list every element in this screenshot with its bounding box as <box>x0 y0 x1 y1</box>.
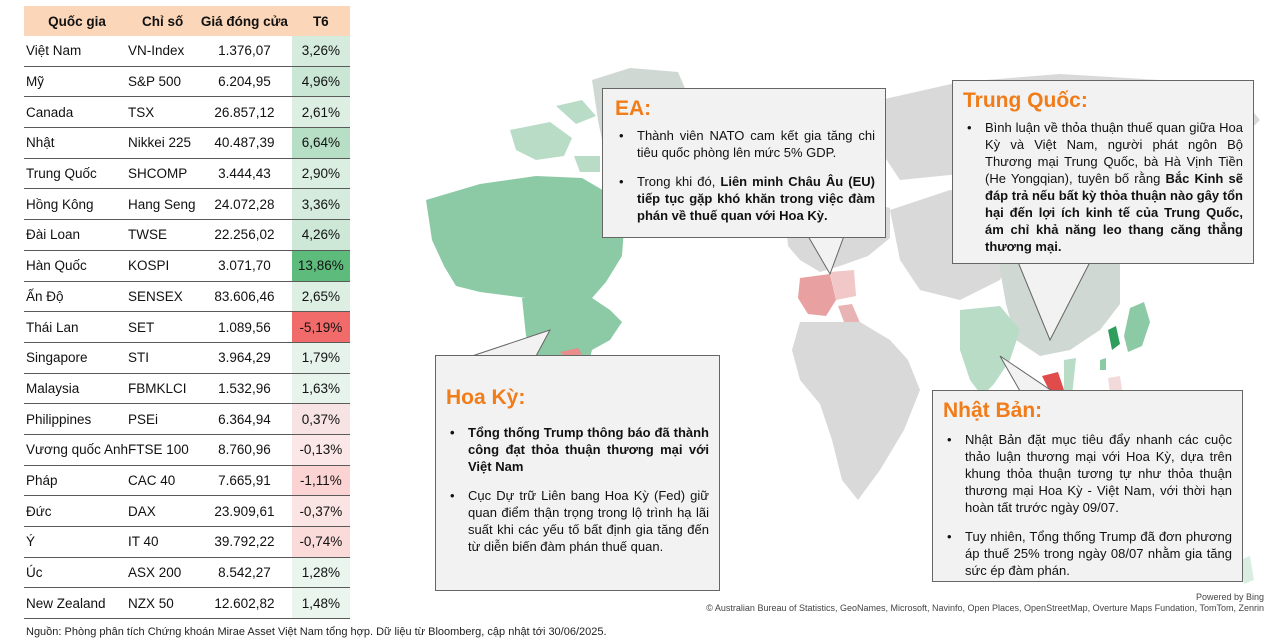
cell-index: SHCOMP <box>128 158 197 189</box>
ea-point-2-text: Trong khi đó, <box>637 174 721 189</box>
japan-callout <box>932 390 1243 582</box>
cell-country: Ý <box>24 527 128 558</box>
table-row <box>24 404 350 435</box>
cell-index: SET <box>128 312 197 343</box>
table-row <box>24 128 350 159</box>
cell-index: VN-Index <box>128 36 197 66</box>
header-index: Chỉ số <box>128 6 197 36</box>
cell-index: NZX 50 <box>128 588 197 619</box>
ea-callout <box>602 88 886 238</box>
cell-close: 3.964,29 <box>197 342 291 373</box>
cell-index: FBMKLCI <box>128 373 197 404</box>
table-row <box>24 66 350 97</box>
cell-country: New Zealand <box>24 588 128 619</box>
cell-change: 1,63% <box>292 373 350 404</box>
table-row <box>24 496 350 527</box>
ea-point-2 <box>615 173 875 224</box>
cell-close: 7.665,91 <box>197 465 291 496</box>
cell-index: PSEi <box>128 404 197 435</box>
cell-index: Hang Seng <box>128 189 197 220</box>
cell-country: Đài Loan <box>24 220 128 251</box>
japan-point-1 <box>943 431 1232 516</box>
cell-change: 2,65% <box>292 281 350 312</box>
header-country: Quốc gia <box>24 6 128 36</box>
cell-change: 1,48% <box>292 588 350 619</box>
china-callout <box>952 80 1254 264</box>
cell-close: 6.204,95 <box>197 66 291 97</box>
cell-index: DAX <box>128 496 197 527</box>
map-credit-bing: Powered by Bing <box>1195 592 1264 602</box>
header-close: Giá đóng cửa <box>197 6 291 36</box>
table-row <box>24 527 350 558</box>
table-row <box>24 312 350 343</box>
us-point-2-text: Cục Dự trữ Liên bang Hoa Kỳ (Fed) giữ quan điểm thận trọng trong lộ trình hạ lãi suất khi các yếu tố bất định gia tăng đến từ diễn biến đàm phán thuế quan. <box>468 488 709 554</box>
cell-close: 6.364,94 <box>197 404 291 435</box>
table-row <box>24 373 350 404</box>
table-row <box>24 189 350 220</box>
cell-country: Malaysia <box>24 373 128 404</box>
cell-close: 8.760,96 <box>197 434 291 465</box>
cell-country: Mỹ <box>24 66 128 97</box>
us-callout-title: Hoa Kỳ: <box>446 386 526 409</box>
cell-change: 6,64% <box>292 128 350 159</box>
cell-country: Singapore <box>24 342 128 373</box>
cell-country: Trung Quốc <box>24 158 128 189</box>
cell-close: 3.071,70 <box>197 250 291 281</box>
ea-callout-title: EA: <box>615 97 652 120</box>
china-point-1-text: Bình luận về thỏa thuận thuế quan giữa Hoa Kỳ và Việt Nam, người phát ngôn Bộ Thương mại Trung Quốc, bà Hà Vịnh Tiền (He Yongqian), tuyên bố rằng <box>985 120 1243 186</box>
cell-country: Philippines <box>24 404 128 435</box>
cell-country: Ấn Độ <box>24 281 128 312</box>
table-row <box>24 342 350 373</box>
cell-close: 1.376,07 <box>197 36 291 66</box>
cell-close: 8.542,27 <box>197 557 291 588</box>
jp-callout-pointer <box>1000 356 1052 391</box>
china-callout-title: Trung Quốc: <box>963 89 1088 112</box>
china-point-1-bold: Bắc Kinh sẽ đáp trả nếu bất kỳ thỏa thuận nào gây tổn hại đến lợi ích kinh tế của Trung Quốc, ám chỉ khả năng leo thang căng thẳng thương mại. <box>985 171 1243 254</box>
cell-country: Úc <box>24 557 128 588</box>
market-index-table <box>24 6 350 619</box>
map-credit-sources: © Australian Bureau of Statistics, GeoNames, Microsoft, Navinfo, Open Places, OpenStreetMap, Overture Maps Fundation, TomTom, Zenrin <box>706 603 1264 613</box>
cell-close: 22.256,02 <box>197 220 291 251</box>
cell-change: -0,37% <box>292 496 350 527</box>
table-row <box>24 97 350 128</box>
japan-point-2-text: Tuy nhiên, Tổng thống Trump đã đơn phương áp thuế 25% trong ngày 08/07 nhằm gia tăng sức ép đàm phán. <box>965 529 1232 578</box>
india-shape <box>960 306 1020 396</box>
cell-country: Hồng Kông <box>24 189 128 220</box>
cell-change: -0,13% <box>292 434 350 465</box>
cell-close: 23.909,61 <box>197 496 291 527</box>
japan-point-2 <box>943 528 1232 579</box>
cell-country: Canada <box>24 97 128 128</box>
cell-index: CAC 40 <box>128 465 197 496</box>
japan-point-1-text: Nhật Bản đặt mục tiêu đẩy nhanh các cuộc thảo luận thương mại với Hoa Kỳ, dựa trên khung thỏa thuận tương tự như thỏa thuận thương mại Hoa Kỳ - Việt Nam, với thời hạn hoàn tất trước ngày 09/07. <box>965 432 1232 515</box>
cell-index: IT 40 <box>128 527 197 558</box>
china-point-1 <box>963 119 1243 255</box>
cell-change: 4,26% <box>292 220 350 251</box>
cell-change: 1,79% <box>292 342 350 373</box>
cell-change: 3,36% <box>292 189 350 220</box>
ea-point-2-bold: Liên minh Châu Âu (EU) tiếp tục gặp khó khăn trong việc đàm phán về thuế quan với Hoa Kỳ. <box>637 174 875 223</box>
cell-index: STI <box>128 342 197 373</box>
cell-change: 0,37% <box>292 404 350 435</box>
cell-country: Việt Nam <box>24 36 128 66</box>
table-row <box>24 220 350 251</box>
cell-change: -5,19% <box>292 312 350 343</box>
us-point-1 <box>446 424 709 475</box>
ea-point-1 <box>615 127 875 161</box>
cell-index: TSX <box>128 97 197 128</box>
source-footnote: Nguồn: Phòng phân tích Chứng khoán Mirae Asset Việt Nam tổng hợp. Dữ liệu từ Bloomberg, cập nhật tới 30/06/2025. <box>26 626 607 638</box>
table-row <box>24 434 350 465</box>
cell-index: S&P 500 <box>128 66 197 97</box>
cell-close: 12.602,82 <box>197 588 291 619</box>
table-body <box>24 36 350 619</box>
cell-country: Pháp <box>24 465 128 496</box>
cell-close: 24.072,28 <box>197 189 291 220</box>
cell-change: 3,26% <box>292 36 350 66</box>
us-callout <box>435 355 720 591</box>
cell-country: Đức <box>24 496 128 527</box>
cell-close: 1.089,56 <box>197 312 291 343</box>
cell-change: -1,11% <box>292 465 350 496</box>
france-shape <box>798 274 836 316</box>
table-row <box>24 557 350 588</box>
cell-change: 13,86% <box>292 250 350 281</box>
table-row <box>24 281 350 312</box>
table-row <box>24 588 350 619</box>
table-row <box>24 465 350 496</box>
ea-point-1-text: Thành viên NATO cam kết gia tăng chi tiêu quốc phòng lên mức 5% GDP. <box>637 128 875 160</box>
cell-index: Nikkei 225 <box>128 128 197 159</box>
cell-close: 3.444,43 <box>197 158 291 189</box>
cell-change: -0,74% <box>292 527 350 558</box>
japan-callout-title: Nhật Bản: <box>943 399 1043 422</box>
taiwan-shape <box>1100 358 1106 370</box>
cell-change: 2,61% <box>292 97 350 128</box>
cell-country: Vương quốc Anh <box>24 434 128 465</box>
arctic-islands-shape <box>510 100 600 172</box>
table-header-row <box>24 6 350 36</box>
table-row <box>24 36 350 66</box>
us-point-1-text: Tổng thống Trump thông báo đã thành công đạt thỏa thuận thương mại với Việt Nam <box>468 425 709 474</box>
korea-shape <box>1108 326 1120 350</box>
cell-change: 4,96% <box>292 66 350 97</box>
cell-change: 2,90% <box>292 158 350 189</box>
japan-shape <box>1124 302 1150 352</box>
cell-close: 1.532,96 <box>197 373 291 404</box>
cell-index: FTSE 100 <box>128 434 197 465</box>
us-callout-pointer <box>472 330 550 356</box>
cell-close: 39.792,22 <box>197 527 291 558</box>
cell-index: TWSE <box>128 220 197 251</box>
cell-country: Thái Lan <box>24 312 128 343</box>
cell-index: KOSPI <box>128 250 197 281</box>
cell-change: 1,28% <box>292 557 350 588</box>
cell-country: Nhật <box>24 128 128 159</box>
cell-close: 26.857,12 <box>197 97 291 128</box>
header-change: T6 <box>292 6 350 36</box>
africa-shape <box>792 322 920 500</box>
canada-shape <box>426 176 624 298</box>
cell-index: SENSEX <box>128 281 197 312</box>
cell-country: Hàn Quốc <box>24 250 128 281</box>
us-point-2 <box>446 487 709 555</box>
cell-close: 40.487,39 <box>197 128 291 159</box>
cell-index: ASX 200 <box>128 557 197 588</box>
cell-close: 83.606,46 <box>197 281 291 312</box>
table-row <box>24 158 350 189</box>
table-row <box>24 250 350 281</box>
